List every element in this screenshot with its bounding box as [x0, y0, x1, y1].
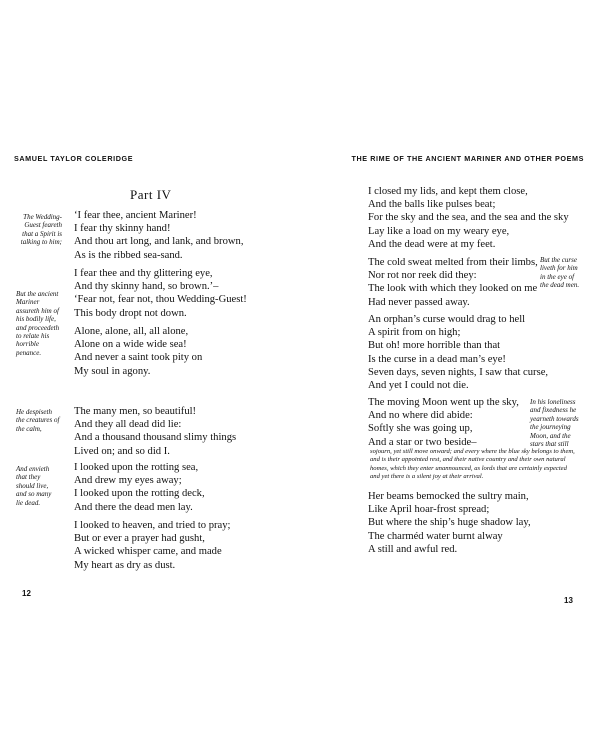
verse-line: An orphan’s curse would drag to hell	[368, 314, 526, 325]
verse-line: ‘Fear not, fear not, thou Wedding-Guest!	[74, 294, 247, 306]
verse-line: The look with which they looked on me	[368, 283, 538, 295]
verse-line: Is the curse in a dead man’s eye!	[368, 353, 506, 365]
gloss-line: and fixedness he	[530, 406, 577, 415]
verse-line: I looked to heaven, and tried to pray;	[74, 520, 231, 531]
verse-line: This body dropt not down.	[74, 307, 187, 319]
verse-line: I looked upon the rotting deck,	[74, 488, 205, 500]
gloss-line: He despiseth	[16, 408, 52, 416]
verse-line: And no where did abide:	[368, 410, 473, 422]
verse-line: But or ever a prayer had gusht,	[74, 533, 205, 545]
verse-line: My heart as dry as dust.	[74, 559, 176, 571]
verse-line: And a star or two beside–	[368, 436, 477, 448]
margin-gloss	[16, 290, 72, 357]
gloss-line: In his loneliness	[530, 398, 576, 406]
verse-line: A still and awful red.	[368, 543, 458, 555]
margin-gloss	[540, 256, 596, 290]
verse-line: And drew my eyes away;	[74, 475, 182, 487]
running-head-left: SAMUEL TAYLOR COLERIDGE	[14, 154, 134, 163]
verse-line: The many men, so beautiful!	[74, 406, 197, 417]
verse-line: But where the ship’s huge shadow lay,	[368, 517, 531, 529]
verse-line: I fear thy skinny hand!	[74, 223, 171, 235]
verse-line: Like April hoar-frost spread;	[368, 504, 490, 516]
stanza	[368, 396, 519, 449]
gloss-line: and yet there is a silent joy at their arrival.	[370, 473, 484, 481]
gloss-line: yearneth towards	[530, 414, 579, 423]
gloss-line: stars that still	[530, 440, 569, 449]
stanza	[74, 267, 247, 320]
stanza	[368, 490, 531, 556]
gloss-line: homes, which they enter unannounced, as lords that are certainly expected	[370, 464, 567, 472]
page-number-left: 12	[22, 589, 31, 598]
verse-line: I looked upon the rotting sea,	[74, 462, 199, 473]
gloss-line: horrible	[16, 340, 39, 349]
gloss-line: Moon, and the	[530, 431, 571, 440]
gloss-line: Guest feareth	[24, 221, 62, 230]
gloss-line: lie dead.	[16, 498, 41, 507]
gloss-line: the calm,	[16, 424, 42, 433]
verse-line: And there the dead men lay.	[74, 501, 193, 513]
verse-line: The charméd water burnt alway	[368, 530, 503, 542]
verse-line: And never a saint took pity on	[74, 352, 203, 364]
gloss-line: that they	[16, 473, 41, 482]
verse-line: And the dead were at my feet.	[368, 238, 496, 250]
gloss-line: that a Spirit is	[22, 229, 62, 238]
verse-line: Seven days, seven nights, I saw that curse,	[368, 366, 549, 378]
stanza	[368, 185, 569, 251]
verse-line: A wicked whisper came, and made	[74, 546, 222, 558]
verse-line: The cold sweat melted from their limbs,	[368, 257, 538, 268]
verse-line: As is the ribbed sea-sand.	[74, 249, 183, 261]
verse-line: And they all dead did lie:	[74, 419, 182, 431]
margin-gloss	[16, 408, 72, 433]
gloss-line: to relate his	[16, 332, 50, 341]
stanza	[74, 325, 202, 378]
verse-line: And the balls like pulses beat;	[368, 199, 496, 211]
verse-line: Lay like a load on my weary eye,	[368, 225, 510, 237]
verse-line: My soul in agony.	[74, 365, 151, 377]
gloss-line: But the curse	[540, 256, 577, 264]
gloss-line: But the ancient	[16, 290, 59, 298]
right-page	[300, 0, 600, 750]
gloss-line: The Wedding-	[23, 213, 62, 221]
gloss-line: sojourn, yet still move onward; and every where the blue sky belongs to them,	[370, 448, 575, 455]
verse-line: Her beams bemocked the sultry main,	[368, 491, 529, 502]
verse-line: For the sky and the sea, and the sea and the sky	[368, 212, 569, 224]
verse-line: Alone, alone, all, all alone,	[74, 326, 189, 337]
verse-line: Softly she was going up,	[368, 423, 473, 435]
gloss-line: the dead men.	[540, 281, 580, 290]
verse-line: But oh! more horrible than that	[368, 340, 501, 352]
verse-line: And thy skinny hand, so brown.’–	[74, 281, 219, 293]
part-title: Part IV	[130, 187, 172, 202]
gloss-line: the creatures of	[16, 416, 60, 425]
stanza	[368, 313, 548, 392]
verse-line: Had never passed away.	[368, 296, 470, 308]
verse-line: And yet I could not die.	[368, 380, 469, 392]
gloss-line: the journeying	[530, 423, 571, 432]
gloss-line: should live,	[16, 481, 49, 490]
stanza	[74, 209, 243, 262]
gloss-line: penance.	[16, 348, 42, 357]
gloss-line: liveth for him	[540, 264, 578, 273]
gloss-line: and so many	[16, 490, 52, 499]
margin-gloss	[530, 398, 586, 448]
margin-gloss	[6, 213, 62, 247]
verse-line: I closed my lids, and kept them close,	[368, 186, 528, 197]
gloss-line: Mariner	[16, 298, 40, 307]
gloss-line: and is their appointed rest, and their native country and their own natural	[370, 456, 566, 464]
gloss-line: his bodily life,	[16, 315, 56, 324]
verse-line: I fear thee and thy glittering eye,	[74, 268, 213, 279]
stanza	[368, 256, 538, 309]
margin-gloss	[16, 465, 72, 507]
verse-line: ‘I fear thee, ancient Mariner!	[74, 210, 197, 221]
running-head-right: THE RIME OF THE ANCIENT MARINER AND OTHER POEMS	[351, 154, 584, 163]
verse-line: And a thousand thousand slimy things	[74, 432, 237, 444]
verse-line: Nor rot nor reek did they:	[368, 270, 477, 282]
verse-line: Lived on; and so did I.	[74, 445, 170, 457]
stanza	[74, 519, 231, 572]
gloss-line: assureth him of	[16, 306, 59, 315]
verse-line: Alone on a wide wide sea!	[74, 339, 187, 351]
stanza	[74, 461, 205, 514]
margin-gloss-continued	[370, 448, 586, 482]
verse-line: A spirit from on high;	[368, 327, 461, 339]
verse-line: The moving Moon went up the sky,	[368, 397, 519, 408]
gloss-line: and proceedeth	[16, 323, 60, 332]
gloss-line: talking to him;	[20, 238, 62, 247]
page-number-right: 13	[564, 596, 573, 605]
verse-line: And thou art long, and lank, and brown,	[74, 236, 244, 248]
stanza	[74, 405, 236, 458]
gloss-line: And envieth	[16, 465, 50, 473]
gloss-line: in the eye of	[540, 272, 575, 281]
